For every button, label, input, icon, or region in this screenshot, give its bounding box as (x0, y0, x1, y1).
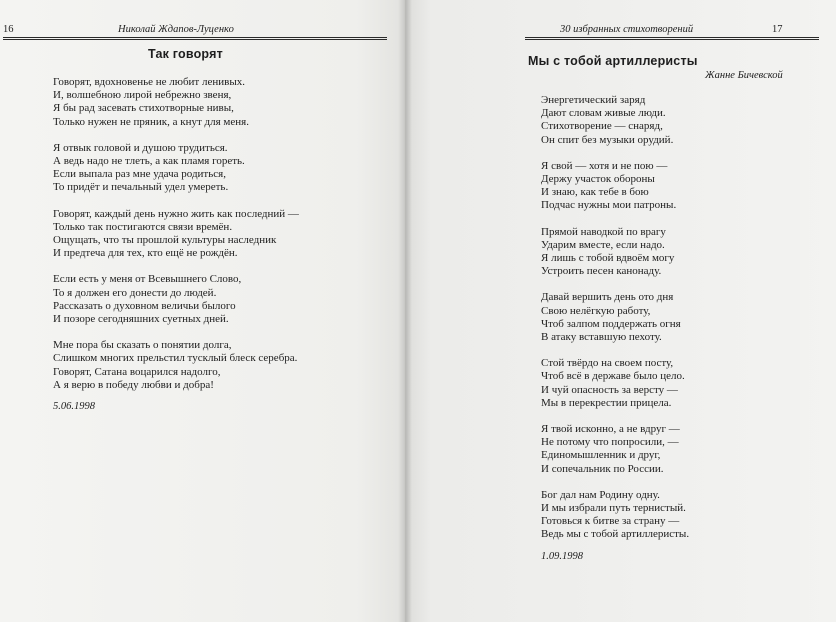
stanza (541, 489, 689, 542)
left-header-rule-double (3, 39, 387, 40)
poem-line: Я твой исконно, а не вдруг — (541, 423, 680, 436)
poem-line: Слишком многих прельстил тусклый блеск серебра. (53, 352, 298, 365)
stanza (541, 291, 689, 344)
stanza (53, 76, 299, 129)
left-page-number: 16 (3, 24, 14, 35)
poem-line: Говорят, Сатана воцарился надолго, (53, 365, 221, 378)
poem-line: Прямой наводкой по врагу (541, 225, 666, 238)
poem-line: В атаку вставшую пехоту. (541, 331, 662, 344)
right-header-rule (525, 37, 819, 38)
poem-line: И предтеча для тех, кто ещё не рождён. (53, 247, 238, 260)
poem-line: И, волшебною лирой небрежно звеня, (53, 89, 232, 102)
poem-line: Ударим вместе, если надо. (541, 238, 665, 251)
poem-line: И мы избрали путь тернистый. (541, 502, 686, 515)
poem-line: Держу участок обороны (541, 173, 655, 186)
poem-line: То я должен его донести до людей. (53, 286, 217, 299)
poem-line: Ощущать, что ты прошлой культуры наследник (53, 234, 277, 247)
poem-line: Давай вершить день ото дня (541, 291, 674, 304)
right-poem-dedication: Жанне Бичевской (705, 70, 783, 81)
stanza (53, 339, 299, 392)
left-poem-title: Так говорят (148, 47, 223, 61)
left-running-head: Николай Ждапов-Луценко (118, 24, 234, 35)
stanza (541, 94, 689, 147)
poem-line: Ведь мы с тобой артиллеристы. (541, 528, 690, 541)
poem-line: Свою нелёгкую работу, (541, 304, 651, 317)
right-poem-body (541, 94, 689, 555)
poem-line: Рассказать о духовном величьи былого (53, 299, 236, 312)
poem-line: Готовься к битве за страну — (541, 515, 680, 528)
poem-line: Не потому что попросили, — (541, 436, 679, 449)
stanza (53, 273, 299, 326)
poem-line: Говорят, вдохновенье не любит ленивых. (53, 76, 245, 88)
poem-line: А я верю в победу любви и добра! (53, 378, 214, 391)
poem-line: И чуй опасность за версту — (541, 383, 678, 396)
poem-line: Я отвык головой и душою трудиться. (53, 141, 228, 154)
poem-line: Мы в перекрестии прицела. (541, 396, 672, 409)
poem-line: Говорят, каждый день нужно жить как последний — (53, 207, 299, 220)
stanza (541, 226, 689, 279)
right-page-number: 17 (772, 24, 783, 35)
left-poem-date: 5.06.1998 (53, 401, 95, 412)
poem-line: Энергетический заряд (541, 94, 646, 106)
poem-line: Если выпала раз мне удача родиться, (53, 168, 226, 181)
right-running-head: 30 избранных стихотворений (560, 24, 694, 35)
book-gutter (398, 0, 412, 622)
poem-line: Дают словам живые люди. (541, 107, 666, 120)
right-poem-title: Мы с тобой артиллеристы (528, 54, 698, 68)
stanza (541, 357, 689, 410)
poem-line: Я бы рад засевать стихотворные нивы, (53, 102, 234, 115)
poem-line: Он спит без музыки орудий. (541, 133, 674, 146)
poem-line: Только так постигаются связи времён. (53, 220, 233, 233)
poem-line: Стой твёрдо на своем посту, (541, 357, 674, 370)
poem-line: Бог дал нам Родину одну. (541, 488, 660, 501)
poem-line: Подчас нужны мои патроны. (541, 199, 677, 212)
poem-line: Мне пора бы сказать о понятии долга, (53, 339, 232, 352)
poem-line: Я свой — хотя и не пою — (541, 159, 668, 172)
stanza (541, 160, 689, 213)
poem-line: И позоре сегодняшних суетных дней. (53, 313, 229, 326)
poem-line: Если есть у меня от Всевышнего Слово, (53, 273, 242, 286)
poem-line: А ведь надо не тлеть, а как пламя гореть. (53, 155, 245, 168)
right-header-rule-double (525, 39, 819, 40)
left-header-rule (3, 37, 387, 38)
poem-line: То придёт и печальный удел умереть. (53, 181, 229, 194)
poem-line: И знаю, как тебе в бою (541, 186, 649, 199)
poem-line: Единомышленник и друг, (541, 449, 661, 462)
poem-line: Устроить песен канонаду. (541, 265, 662, 278)
poem-line: И сопечальник по России. (541, 462, 664, 475)
poem-line: Только нужен не пряник, а кнут для меня. (53, 115, 249, 128)
left-poem-body (53, 76, 299, 405)
stanza (53, 208, 299, 261)
stanza (541, 423, 689, 476)
poem-line: Чтоб залпом поддержать огня (541, 317, 681, 330)
poem-line: Чтоб всё в державе было цело. (541, 370, 685, 383)
stanza (53, 142, 299, 195)
right-poem-date: 1.09.1998 (541, 551, 583, 562)
poem-line: Стихотворение — снаряд, (541, 120, 663, 133)
poem-line: Я лишь с тобой вдвоём могу (541, 252, 675, 265)
